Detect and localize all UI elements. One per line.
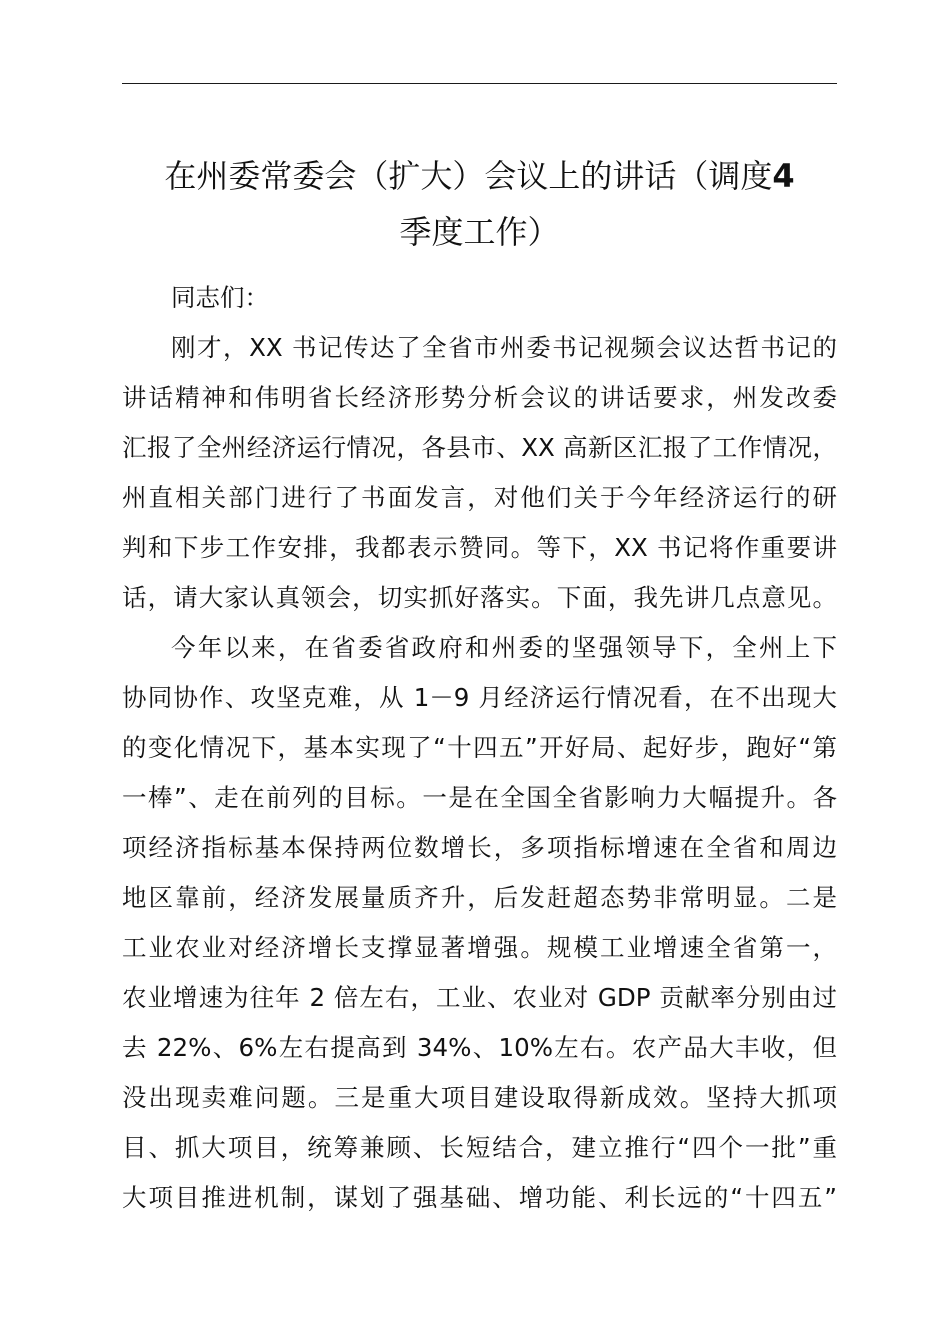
body-line: 工业农业对经济增长支撑显著增强。规模工业增速全省第一， xyxy=(122,933,837,962)
title-part1: 在州委常委会（扩大）会议上的讲话（调度 xyxy=(164,157,773,195)
header-rule xyxy=(122,83,837,84)
body-line: 项经济指标基本保持两位数增长，多项指标增速在全省和周边 xyxy=(122,833,837,862)
body-line: 判和下步工作安排，我都表示赞同。等下，XX 书记将作重要讲 xyxy=(122,533,837,562)
body-line: 农业增速为往年 2 倍左右，工业、农业对 GDP 贡献率分别由过 xyxy=(122,983,837,1012)
page-title xyxy=(122,148,837,260)
body-line: 去 22%、6%左右提高到 34%、10%左右。农产品大丰收，但 xyxy=(122,1033,837,1062)
title-part2: 季度工作） xyxy=(399,213,560,251)
body-line: 的变化情况下，基本实现了“十四五”开好局、起好步，跑好“第 xyxy=(122,733,837,762)
body-line: 州直相关部门进行了书面发言，对他们关于今年经济运行的研 xyxy=(122,483,837,512)
greeting: 同志们： xyxy=(171,283,269,312)
body-line: 一棒”、走在前列的目标。一是在全国全省影响力大幅提升。各 xyxy=(122,783,837,812)
body-line: 今年以来，在省委省政府和州委的坚强领导下，全州上下 xyxy=(171,633,837,662)
body-line: 协同协作、攻坚克难，从 1－9 月经济运行情况看，在不出现大 xyxy=(122,683,837,712)
body-line: 话，请大家认真领会，切实抓好落实。下面，我先讲几点意见。 xyxy=(122,583,837,612)
body-line: 没出现卖难问题。三是重大项目建设取得新成效。坚持大抓项 xyxy=(122,1083,837,1112)
body-line: 汇报了全州经济运行情况，各县市、XX 高新区汇报了工作情况， xyxy=(122,433,837,462)
body-line: 地区靠前，经济发展量质齐升，后发赶超态势非常明显。二是 xyxy=(122,883,837,912)
body-line: 大项目推进机制，谋划了强基础、增功能、利长远的“十四五” xyxy=(122,1183,837,1212)
body-line: 目、抓大项目，统筹兼顾、长短结合，建立推行“四个一批”重 xyxy=(122,1133,837,1162)
body-line: 讲话精神和伟明省长经济形势分析会议的讲话要求，州发改委 xyxy=(122,383,837,412)
title-number: 4 xyxy=(772,157,795,195)
body-line: 刚才，XX 书记传达了全省市州委书记视频会议达哲书记的 xyxy=(171,333,837,362)
